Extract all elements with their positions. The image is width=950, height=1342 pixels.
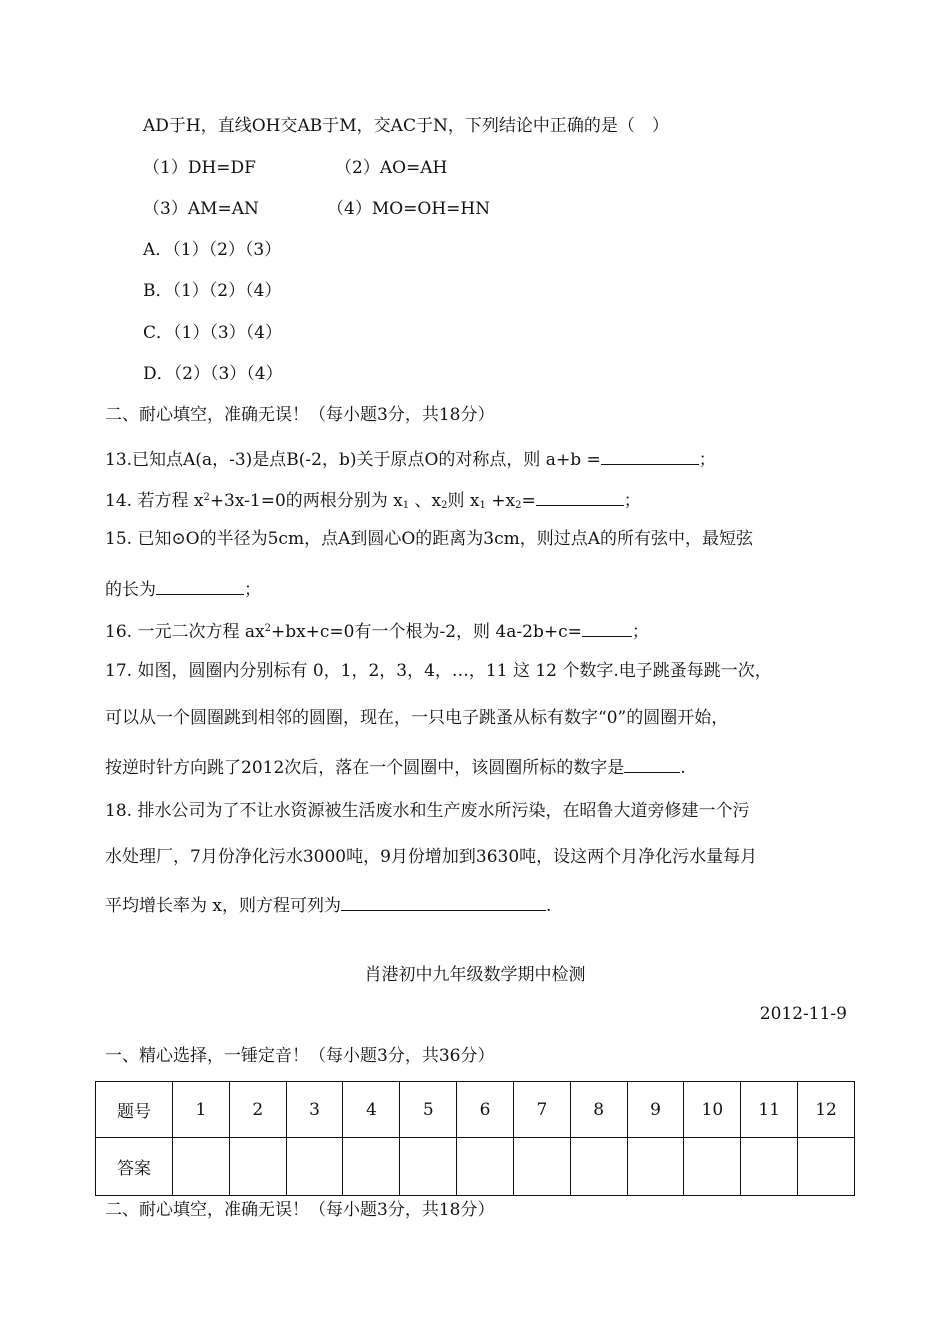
q13-text: 13.已知点A(a，-3)是点B(-2，b)关于原点O的对称点，则 a+b =	[105, 450, 601, 470]
q16-text: +bx+c=0有一个根为-2，则 4a-2b+c=	[270, 622, 582, 642]
q15-end: ；	[244, 580, 261, 600]
question-number-cell: 4	[343, 1082, 400, 1138]
question-number-cell: 10	[684, 1082, 741, 1138]
q16-end: ；	[631, 622, 649, 642]
q18-line-1: 18. 排水公司为了不让水资源被生活废水和生产废水所污染，在昭鲁大道旁修建一个污	[105, 801, 750, 821]
answer-cell[interactable]	[513, 1138, 570, 1196]
q17-end: .	[680, 758, 686, 778]
q12-statement-1: （1）DH=DF	[143, 158, 256, 178]
answer-cell[interactable]	[627, 1138, 684, 1196]
q14-text: 则 x	[447, 491, 480, 511]
q12-statement-4: （4）MO=OH=HN	[327, 199, 491, 219]
question-number-cell: 3	[286, 1082, 343, 1138]
q12-choice-c: C．（1）（3）（4）	[143, 323, 282, 343]
question-number-cell: 1	[173, 1082, 230, 1138]
q17-line-2: 可以从一个圆圈跳到相邻的圆圈，现在，一只电子跳蚤从标有数字“0”的圆圈开始，	[105, 708, 729, 728]
answer-cell[interactable]	[343, 1138, 400, 1196]
answer-cell[interactable]	[286, 1138, 343, 1196]
q14-text: =	[521, 491, 536, 511]
q14-text: 、x	[409, 491, 442, 511]
q12-choice-a: A．（1）（2）（3）	[143, 240, 282, 260]
q17-answer-blank[interactable]	[624, 754, 680, 773]
question-number-cell: 5	[400, 1082, 457, 1138]
q13-answer-blank[interactable]	[601, 446, 699, 465]
question-13	[105, 446, 716, 471]
q14-text: +x	[485, 491, 516, 511]
answer-cell[interactable]	[741, 1138, 798, 1196]
q14-text: 14. 若方程 x	[105, 491, 204, 511]
q15-line-1: 15. 已知⊙O的半径为5cm，点A到圆心O的距离为3cm，则过点A的所有弦中，最短弦	[105, 529, 754, 549]
question-15-line-2	[105, 576, 261, 601]
answer-table-header-row	[96, 1082, 855, 1138]
q14-text: +3x-1=0的两根分别为 x	[209, 491, 403, 511]
question-number-cell: 9	[627, 1082, 684, 1138]
q18-end: .	[546, 896, 552, 916]
answer-table-answer-row	[96, 1138, 855, 1196]
answer-cell[interactable]	[684, 1138, 741, 1196]
answer-sheet-section1-heading: 一、精心选择，一锤定音！（每小题3分，共36分）	[105, 1046, 495, 1066]
answer-sheet-section2-heading: 二、耐心填空，准确无误！（每小题3分，共18分）	[105, 1200, 495, 1220]
answer-table	[95, 1081, 855, 1196]
q14-sup: 2	[203, 492, 210, 503]
q12-statement-2: （2）AO=AH	[335, 158, 448, 178]
question-number-cell: 6	[457, 1082, 514, 1138]
q14-end: ；	[623, 491, 641, 511]
answer-cell[interactable]	[457, 1138, 514, 1196]
q16-answer-blank[interactable]	[582, 618, 632, 637]
question-number-cell: 7	[513, 1082, 570, 1138]
answer-cell[interactable]	[173, 1138, 230, 1196]
answer-sheet-title: 肖港初中九年级数学期中检测	[364, 965, 586, 985]
q18-text: 平均增长率为 x，则方程可列为	[105, 896, 341, 916]
question-number-cell: 2	[229, 1082, 286, 1138]
q14-sub: 1	[402, 500, 410, 511]
q15-text: 的长为	[105, 580, 156, 600]
q18-line-2: 水处理厂，7月份净化污水3000吨，9月份增加到3630吨，设这两个月净化污水量每月	[105, 847, 758, 867]
question-14	[105, 487, 641, 512]
q13-end: ；	[698, 450, 716, 470]
row-label-answer: 答案	[96, 1138, 173, 1196]
q14-answer-blank[interactable]	[536, 487, 624, 506]
question-17-line-3	[105, 754, 686, 779]
q16-text: 16. 一元二次方程 ax	[105, 622, 265, 642]
question-16	[105, 618, 649, 643]
question-number-cell: 11	[741, 1082, 798, 1138]
q12-choice-b: B．（1）（2）（4）	[143, 281, 282, 301]
q14-sub: 1	[479, 500, 486, 511]
q16-sup: 2	[264, 623, 271, 634]
answer-sheet-date: 2012-11-9	[759, 1004, 847, 1024]
q12-choice-d: D．（2）（3）（4）	[143, 364, 283, 384]
q12-statement-3: （3）AM=AN	[143, 199, 259, 219]
question-18-line-3	[105, 892, 551, 917]
q18-answer-blank[interactable]	[341, 892, 546, 911]
answer-cell[interactable]	[570, 1138, 627, 1196]
answer-cell[interactable]	[229, 1138, 286, 1196]
answer-cell[interactable]	[798, 1138, 855, 1196]
question-number-cell: 12	[798, 1082, 855, 1138]
answer-cell[interactable]	[400, 1138, 457, 1196]
q12-stem-tail: AD于H，直线OH交AB于M，交AC于N，下列结论中正确的是（ ）	[143, 116, 669, 136]
q15-answer-blank[interactable]	[156, 576, 244, 595]
q14-sub: 2	[515, 500, 522, 511]
row-label-question-number: 题号	[96, 1082, 173, 1138]
q17-line-1: 17. 如图，圆圈内分别标有 0，1，2，3，4，…，11 这 12 个数字.电子跳蚤每跳一次，	[105, 661, 772, 681]
q14-sub: 2	[441, 500, 448, 511]
question-number-cell: 8	[570, 1082, 627, 1138]
q17-text: 按逆时针方向跳了2012次后，落在一个圆圈中，该圆圈所标的数字是	[105, 758, 625, 778]
section2-heading: 二、耐心填空，准确无误！（每小题3分，共18分）	[105, 405, 495, 425]
